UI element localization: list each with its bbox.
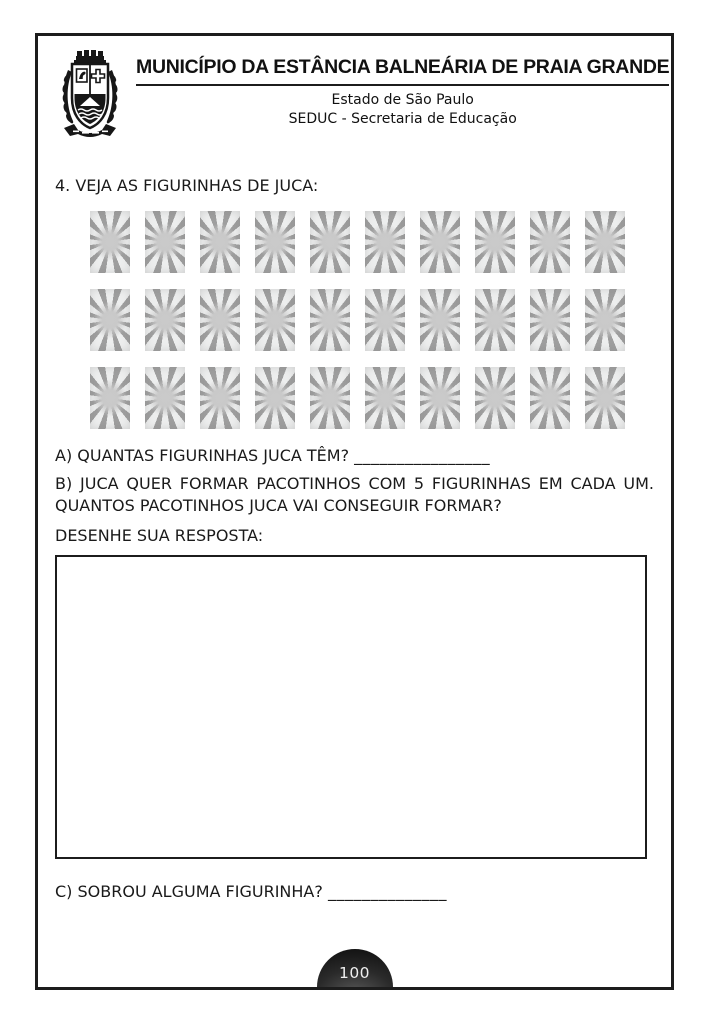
question-c-label: C) SOBROU ALGUMA FIGURINHA? bbox=[55, 882, 328, 902]
sticker-figurinha bbox=[310, 211, 350, 273]
sticker-figurinha bbox=[420, 211, 460, 273]
sticker-figurinha bbox=[90, 211, 130, 273]
sticker-figurinha bbox=[90, 367, 130, 429]
question-c-answer-blank[interactable]: ______________ bbox=[327, 882, 447, 902]
sticker-figurinha bbox=[310, 367, 350, 429]
sticker-figurinha bbox=[365, 211, 405, 273]
question-b-line1: B) JUCA QUER FORMAR PACOTINHOS COM 5 FIGURINHAS EM CADA UM. bbox=[55, 474, 654, 494]
sticker-figurinha bbox=[585, 289, 625, 351]
page-number: 100 bbox=[338, 963, 371, 982]
page-frame bbox=[35, 33, 674, 990]
drawing-answer-box[interactable] bbox=[55, 555, 647, 859]
header bbox=[56, 48, 670, 154]
sticker-figurinha bbox=[145, 289, 185, 351]
sticker-figurinha bbox=[365, 367, 405, 429]
header-state: Estado de São Paulo bbox=[331, 92, 474, 108]
sticker-figurinha bbox=[255, 367, 295, 429]
sticker-figurinha bbox=[420, 367, 460, 429]
draw-prompt: DESENHE SUA RESPOSTA: bbox=[55, 526, 264, 546]
sticker-figurinha bbox=[530, 211, 570, 273]
question-a bbox=[55, 445, 654, 467]
sticker-figurinha bbox=[200, 367, 240, 429]
sticker-figurinha bbox=[475, 367, 515, 429]
coat-of-arms-icon bbox=[56, 48, 124, 154]
question-4-label: 4. VEJA AS FIGURINHAS DE JUCA: bbox=[55, 176, 319, 195]
sticker-row bbox=[90, 211, 671, 273]
sticker-figurinha bbox=[365, 289, 405, 351]
sticker-figurinha bbox=[585, 367, 625, 429]
question-b bbox=[55, 473, 654, 517]
sticker-figurinha bbox=[90, 289, 130, 351]
sticker-figurinha bbox=[200, 211, 240, 273]
page-number-badge bbox=[317, 949, 393, 987]
sticker-figurinha bbox=[475, 289, 515, 351]
sticker-figurinha bbox=[585, 211, 625, 273]
sticker-figurinha bbox=[145, 367, 185, 429]
sticker-figurinha bbox=[255, 211, 295, 273]
sticker-figurinha bbox=[310, 289, 350, 351]
sticker-figurinha bbox=[475, 211, 515, 273]
sticker-row bbox=[90, 289, 671, 351]
question-b-line2: QUANTOS PACOTINHOS JUCA VAI CONSEGUIR FORMAR? bbox=[55, 496, 502, 516]
sticker-figurinha bbox=[530, 289, 570, 351]
sticker-grid bbox=[90, 211, 671, 429]
sticker-figurinha bbox=[145, 211, 185, 273]
sticker-figurinha bbox=[255, 289, 295, 351]
sticker-figurinha bbox=[530, 367, 570, 429]
sticker-row bbox=[90, 367, 671, 429]
question-a-label: A) QUANTAS FIGURINHAS JUCA TÊM? bbox=[55, 446, 355, 465]
sticker-figurinha bbox=[420, 289, 460, 351]
page-title: MUNICÍPIO DA ESTÂNCIA BALNEÁRIA DE PRAIA GRANDE bbox=[136, 56, 669, 86]
header-department: SEDUC - Secretaria de Educação bbox=[288, 111, 517, 127]
header-title-block bbox=[136, 48, 669, 127]
sticker-figurinha bbox=[200, 289, 240, 351]
question-a-answer-blank[interactable]: ________________ bbox=[354, 446, 491, 465]
city-coat-of-arms-logo bbox=[56, 48, 124, 154]
question-c bbox=[55, 881, 654, 903]
